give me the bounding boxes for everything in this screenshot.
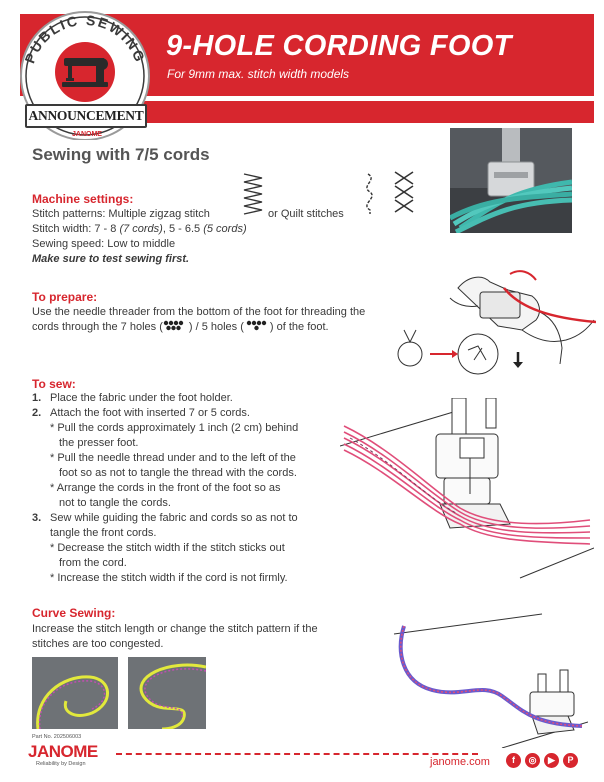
badge-banner: ANNOUNCEMENT [25,104,147,128]
to-sew-steps [32,391,298,586]
multiple-zigzag-stitch-icon [242,172,266,216]
five-holes-icon [244,320,270,331]
list-item: the presser foot. [59,437,139,449]
badge-arc-text: PUBLIC SEWING [21,11,149,66]
curve-sample-photo-2 [128,657,206,729]
prepare-line-2 [32,320,329,335]
youtube-icon[interactable]: ▶ [544,753,559,768]
needle-threader-illustration [390,268,596,390]
curve-line-2: stitches are too congested. [32,638,164,650]
public-sewing-badge [10,6,160,140]
machine-settings-heading: Machine settings: [32,192,134,206]
stitch-width-7-cords: (7 cords) [119,223,163,235]
list-item: * Pull the needle thread under and to the left of the [50,452,296,464]
list-item: foot so as not to tangle the thread with the cords. [59,467,297,479]
stitch-patterns-text [32,207,210,222]
instagram-icon[interactable]: ◎ [525,753,540,768]
website-link[interactable]: janome.com [430,756,490,768]
curve-sample-1-illustration [32,657,118,729]
curve-sample-2-illustration [128,657,206,729]
badge-brand: JANOME [72,131,102,138]
page-title: 9-HOLE CORDING FOOT [166,30,512,62]
cording-foot-photo [450,128,572,233]
quilt-stitch-wave-icon [360,172,380,216]
prepare-line-1: Use the needle threader from the bottom of the foot for threading the [32,306,366,318]
list-item: not to tangle the cords. [59,497,171,509]
facebook-icon[interactable]: f [506,753,521,768]
stitch-width-label: Stitch width: 7 - 8 [32,223,117,235]
presser-foot-sewing-illustration [340,398,594,580]
stitch-width-sep: , 5 - 6.5 [162,223,201,235]
curve-line-1: Increase the stitch length or change the stitch pattern if the [32,623,318,635]
list-item: from the cord. [59,557,127,569]
list-item: tangle the front cords. [50,527,157,539]
janome-logo: JANOME [28,742,98,761]
foot-photo-illustration [450,128,572,233]
sewing-speed-text: Sewing speed: Low to middle [32,238,176,250]
list-item: * Pull the cords approximately 1 inch (2 cm) behind [50,422,299,434]
janome-tagline: Reliability by Design [36,761,86,767]
pinterest-icon[interactable]: P [563,753,578,768]
list-item: 2. Attach the foot with inserted 7 or 5 cords. [32,407,250,419]
prepare-heading: To prepare: [32,290,98,304]
list-item: 3. Sew while guiding the fabric and cords so as not to [32,512,298,524]
seven-holes-icon [163,320,189,331]
curve-sewing-illustration [392,612,588,748]
part-number: Part No. 202506003 [32,734,82,740]
stitch-width-text [32,222,247,237]
stitch-width-5-cords: (5 cords) [203,223,247,235]
page-subtitle: For 9mm max. stitch width models [167,67,350,81]
test-sewing-note: Make sure to test sewing first. [32,253,190,265]
list-item: * Decrease the stitch width if the stitch sticks out [50,542,285,554]
list-item: * Arrange the cords in the front of the foot so as [50,482,281,494]
to-sew-heading: To sew: [32,377,76,391]
section-heading: Sewing with 7/5 cords [32,145,210,164]
prepare-line-2c: ) of the foot. [269,321,329,333]
stitch-patterns-label: Stitch patterns: Multiple zigzag stitch [32,208,210,220]
quilt-stitches-text: or Quilt stitches [268,208,344,220]
prepare-line-2b: ) / 5 holes ( [188,321,244,333]
footer-divider [116,753,478,755]
list-item: * Increase the stitch width if the cord is not firmly. [50,572,288,584]
list-item: 1. Place the fabric under the foot holder. [32,392,233,404]
curve-sample-photo-1 [32,657,118,729]
curve-sewing-heading: Curve Sewing: [32,606,116,620]
prepare-line-2a: cords through the 7 holes ( [32,321,163,333]
quilt-stitch-cross-icon [392,170,418,218]
